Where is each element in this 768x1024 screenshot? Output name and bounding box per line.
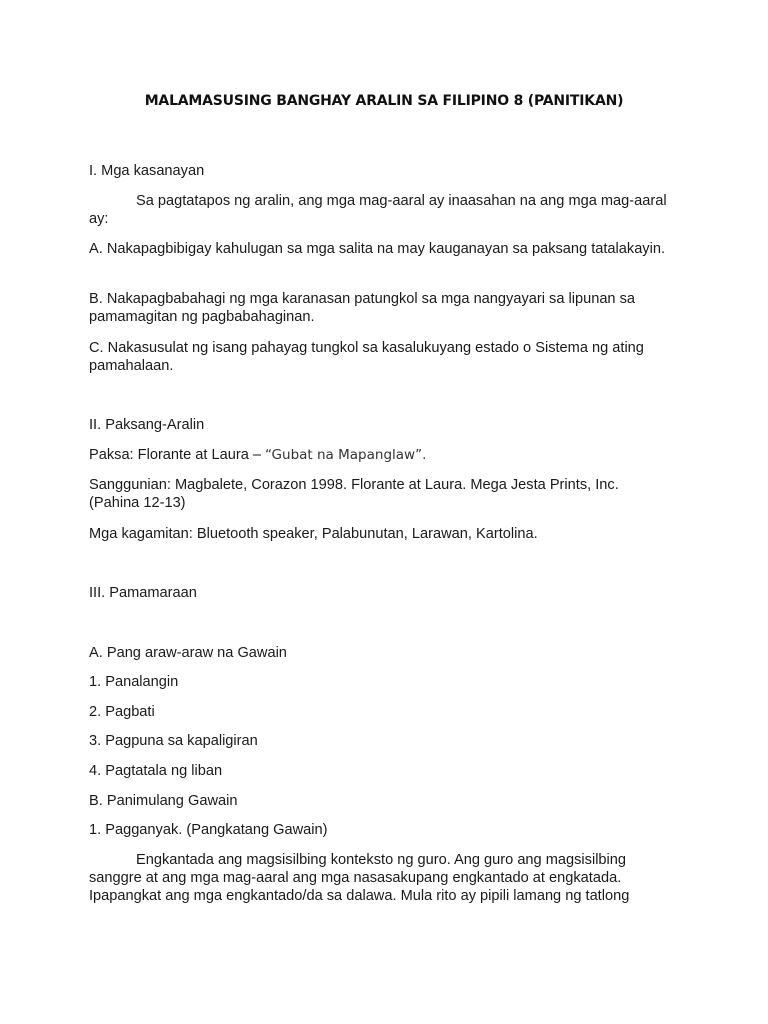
objective-c: C. Nakasusulat ng isang pahayag tungkol sa kasalukuyang estado o Sistema ng ating pamahalaan. xyxy=(89,340,644,374)
paksa-title: “Gubat na Mapanglaw”. xyxy=(265,447,427,463)
section-1-heading: I. Mga kasanayan xyxy=(89,163,205,179)
objective-a: A. Nakapagbibigay kahulugan sa mga salita na may kauganayan sa paksang tatalakayin. xyxy=(89,241,666,257)
b-paragraph: Engkantada ang magsisilbing konteksto ng guro. Ang guro ang magsisilbing sanggre at ang mga mag-aaral ang mga nasasakupang engkantado at engkatada. Ipapangkat ang mga engkantado/da sa dalawa. Mula rito ay pipili lamang ng tatlong xyxy=(89,852,630,904)
document-title: MALAMASUSING BANGHAY ARALIN SA FILIPINO 8 (PANITIKAN) xyxy=(144,93,624,109)
section-3-heading: III. Pamamaraan xyxy=(89,585,197,601)
list-item: 1. Panalangin xyxy=(89,674,179,690)
sanggunian: Sanggunian: Magbalete, Corazon 1998. Florante at Laura. Mega Jesta Prints, Inc. (Pahina 12-13) xyxy=(89,477,619,511)
paksa-label: Paksa: Florante at Laura – xyxy=(89,447,266,463)
part-b-heading: B. Panimulang Gawain xyxy=(89,793,238,809)
b-item-1: 1. Pagganyak. (Pangkatang Gawain) xyxy=(89,822,328,838)
list-item: 2. Pagbati xyxy=(89,704,155,720)
section-2-heading: II. Paksang-Aralin xyxy=(89,417,205,433)
section-1-intro: Sa pagtatapos ng aralin, ang mga mag-aaral ay inaasahan na ang mga mag-aaral ay: xyxy=(89,193,667,227)
list-item: 4. Pagtatala ng liban xyxy=(89,763,223,779)
kagamitan: Mga kagamitan: Bluetooth speaker, Palabunutan, Larawan, Kartolina. xyxy=(89,526,538,542)
objective-b: B. Nakapagbabahagi ng mga karanasan patungkol sa mga nangyayari sa lipunan sa pamamagitan ng pagbabahaginan. xyxy=(89,291,636,325)
paksa-line xyxy=(89,446,426,464)
list-item: 3. Pagpuna sa kapaligiran xyxy=(89,733,258,749)
part-a-heading: A. Pang araw-araw na Gawain xyxy=(89,645,287,661)
